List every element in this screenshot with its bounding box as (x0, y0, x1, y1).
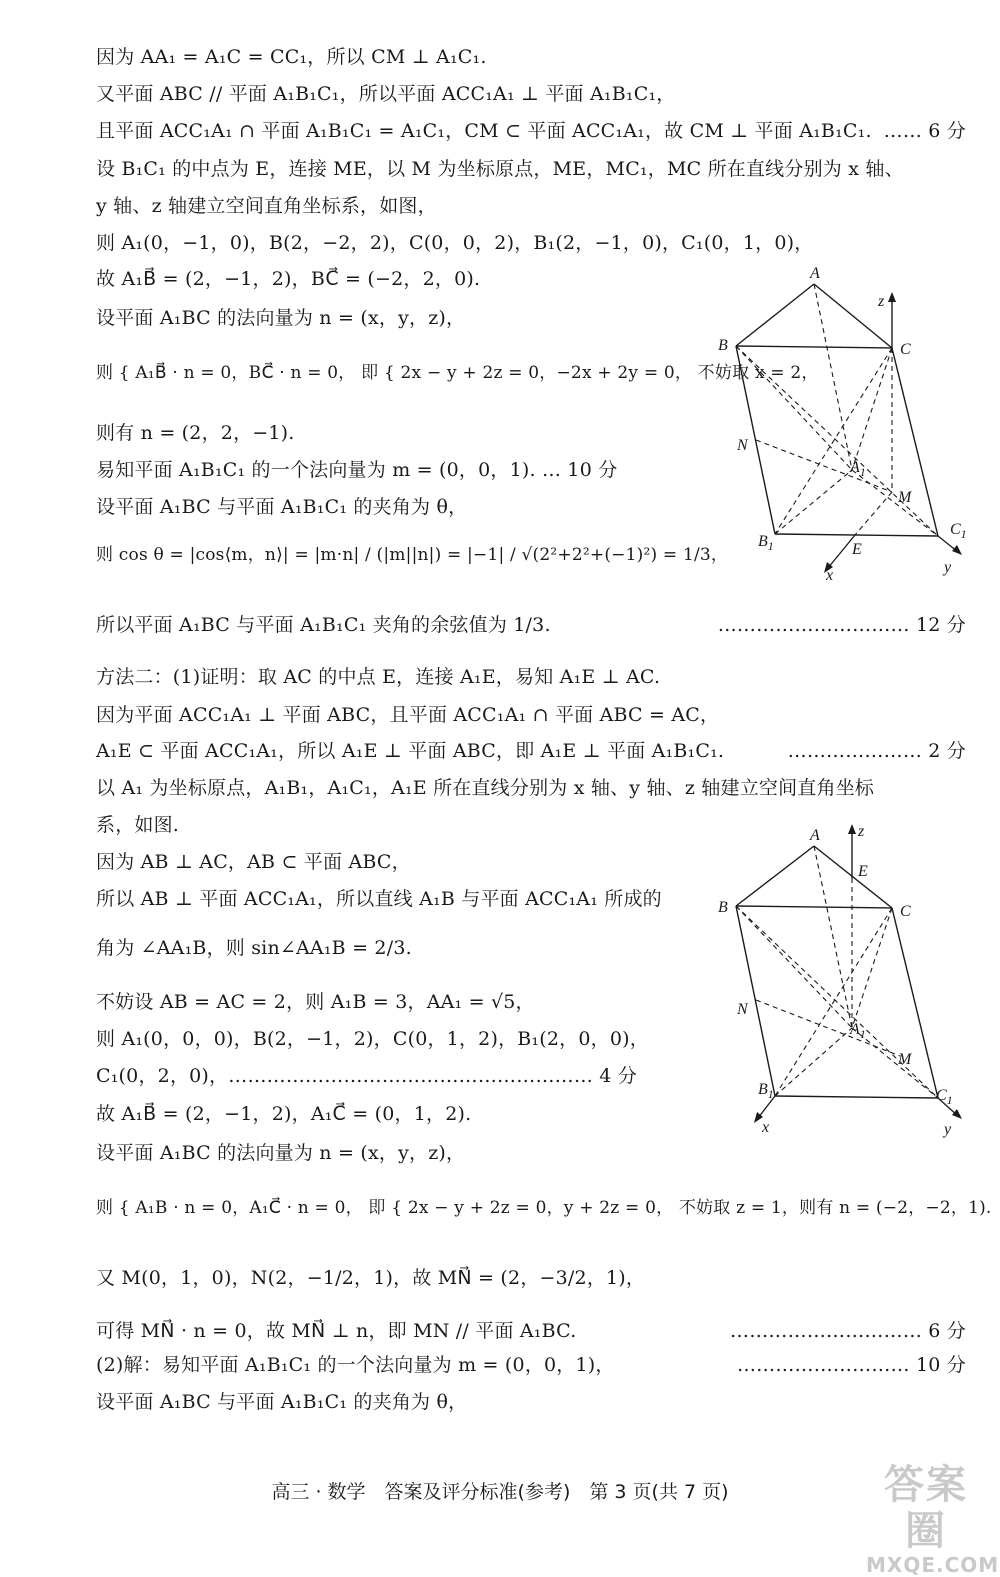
text-line: 且平面 ACC₁A₁ ∩ 平面 A₁B₁C₁ = A₁C₁，CM ⊂ 平面 ACC₁A₁，故 CM ⊥ 平面 A₁B₁C₁. …… 6 分 (96, 120, 966, 142)
score-mark: ………………… 2 分 (787, 740, 966, 762)
point-label-A1: $A_1$ (850, 459, 866, 479)
axis-label-y: y (944, 1121, 952, 1138)
text-line: 系，如图. (96, 814, 180, 836)
text-line: 所以 AB ⊥ 平面 ACC₁A₁，所以直线 A₁B 与平面 ACC₁A₁ 所成的 (96, 888, 662, 910)
text-line: 易知平面 A₁B₁C₁ 的一个法向量为 m = (0，0，1). … 10 分 (96, 459, 618, 481)
score-mark: ………………………… 12 分 (717, 614, 966, 636)
point-label-E: E (858, 863, 868, 880)
score-mark: ……………………… 10 分 (736, 1354, 966, 1376)
text-line: 因为平面 ACC₁A₁ ⊥ 平面 ABC，且平面 ACC₁A₁ ∩ 平面 ABC = AC， (96, 704, 720, 726)
point-label-C1: $C_1$ (950, 521, 967, 541)
text-line: A₁E ⊂ 平面 ACC₁A₁，所以 A₁E ⊥ 平面 ABC，即 A₁E ⊥ 平面 A₁B₁C₁. ………………… 2 分 (96, 740, 966, 762)
axis-label-z: z (878, 293, 885, 310)
point-label-C: C (900, 903, 911, 920)
text-line: 方法二：(1)证明：取 AC 的中点 E，连接 A₁E，易知 A₁E ⊥ AC. (96, 666, 661, 688)
axis-label-y: y (944, 559, 952, 576)
point-label-E: E (852, 541, 862, 558)
text-line: y 轴、z 轴建立空间直角坐标系，如图， (96, 195, 437, 217)
score-mark: …… 6 分 (883, 120, 966, 142)
text-line: 则 { A₁B⃗ · n = 0，BC⃗ · n = 0， 即 { 2x − y + 2z = 0，−2x + 2y = 0， 不妨取 x = 2， (96, 363, 819, 383)
text-line: 又 M(0，1，0)，N(2，−1/2，1)，故 MN⃗ = (2，−3/2，1)， (96, 1267, 646, 1289)
text-line: 故 A₁B⃗ = (2，−1，2)，BC⃗ = (−2，2，0). (96, 268, 481, 290)
point-label-A: A (810, 265, 820, 282)
point-label-N: N (737, 437, 748, 454)
point-label-C: C (900, 341, 911, 358)
point-label-B: B (718, 337, 728, 354)
text-line: 则 cos θ = |cos⟨m，n⟩| = |m·n| / (|m||n|) = |−1| / √(2²+2²+(−1)²) = 1/3， (96, 545, 729, 565)
point-label-B: B (718, 899, 728, 916)
text-line: 设 B₁C₁ 的中点为 E，连接 ME，以 M 为坐标原点，ME，MC₁，MC 所在直线分别为 x 轴、 (96, 158, 904, 180)
watermark-main-text: 答案圈 (884, 1462, 968, 1554)
axis-label-x: x (762, 1119, 770, 1136)
point-label-A1: $A_1$ (850, 1021, 866, 1041)
prism-figure-2 (700, 818, 990, 1148)
point-label-C1: $C_1$ (936, 1087, 953, 1107)
point-label-M: M (898, 489, 912, 506)
text-line: 设平面 A₁BC 的法向量为 n = (x，y，z)， (96, 307, 466, 329)
text-line: 又平面 ABC // 平面 A₁B₁C₁，所以平面 ACC₁A₁ ⊥ 平面 A₁B₁C₁， (96, 83, 676, 105)
text-line: 所以平面 A₁BC 与平面 A₁B₁C₁ 夹角的余弦值为 1/3. ………………………… 12 分 (96, 614, 966, 636)
text-line: 则 A₁(0，0，0)，B(2，−1，2)，C(0，1，2)，B₁(2，0，0)， (96, 1028, 649, 1050)
text-line: 因为 AB ⊥ AC，AB ⊂ 平面 ABC， (96, 851, 411, 873)
text-line: C₁(0，2，0)，………………………………………………… 4 分 (96, 1065, 638, 1087)
axis-label-z: z (858, 823, 865, 840)
text-line: 可得 MN⃗ · n = 0，故 MN⃗ ⊥ n，即 MN // 平面 A₁BC. ………………………… 6 分 (96, 1320, 966, 1342)
text-line: 设平面 A₁BC 的法向量为 n = (x，y，z)， (96, 1142, 466, 1164)
point-label-B1: $B_1$ (758, 533, 774, 553)
watermark-sub-text: MXQE.COM (866, 1553, 1000, 1577)
text-line: 则 A₁(0，−1，0)，B(2，−2，2)，C(0，0，2)，B₁(2，−1，0)，C₁(0，1，0)， (96, 232, 814, 254)
text-line: 设平面 A₁BC 与平面 A₁B₁C₁ 的夹角为 θ， (96, 496, 468, 518)
score-mark: ………………………… 6 分 (730, 1320, 966, 1342)
text-line: 因为 AA₁ = A₁C = CC₁，所以 CM ⊥ A₁C₁. (96, 46, 487, 68)
watermark-logo (866, 1462, 1000, 1577)
text-line: 故 A₁B⃗ = (2，−1，2)，A₁C⃗ = (0，1，2). (96, 1103, 472, 1125)
prism-figure-1 (700, 262, 990, 592)
text-line: 则 { A₁B · n = 0，A₁C⃗ · n = 0， 即 { 2x − y + 2z = 0，y + 2z = 0， 不妨取 z = 1，则有 n = (−2，−2，1). (96, 1198, 992, 1218)
point-label-M: M (898, 1051, 912, 1068)
axis-label-x: x (826, 567, 834, 584)
text-line: 设平面 A₁BC 与平面 A₁B₁C₁ 的夹角为 θ， (96, 1391, 468, 1413)
text-line: 则有 n = (2，2，−1). (96, 422, 295, 444)
text-line: 以 A₁ 为坐标原点，A₁B₁，A₁C₁，A₁E 所在直线分别为 x 轴、y 轴、z 轴建立空间直角坐标 (96, 777, 875, 799)
point-label-N: N (737, 1001, 748, 1018)
text-line: 不妨设 AB = AC = 2，则 A₁B = 3，AA₁ = √5， (96, 991, 535, 1013)
point-label-A: A (810, 827, 820, 844)
page-footer: 高三 · 数学 答案及评分标准(参考) 第 3 页(共 7 页) (271, 1481, 729, 1503)
text-line: 角为 ∠AA₁B，则 sin∠AA₁B = 2/3. (96, 937, 412, 959)
text-line: (2)解：易知平面 A₁B₁C₁ 的一个法向量为 m = (0，0，1)， ……………………… 10 分 (96, 1354, 966, 1376)
point-label-B1: $B_1$ (758, 1081, 774, 1101)
